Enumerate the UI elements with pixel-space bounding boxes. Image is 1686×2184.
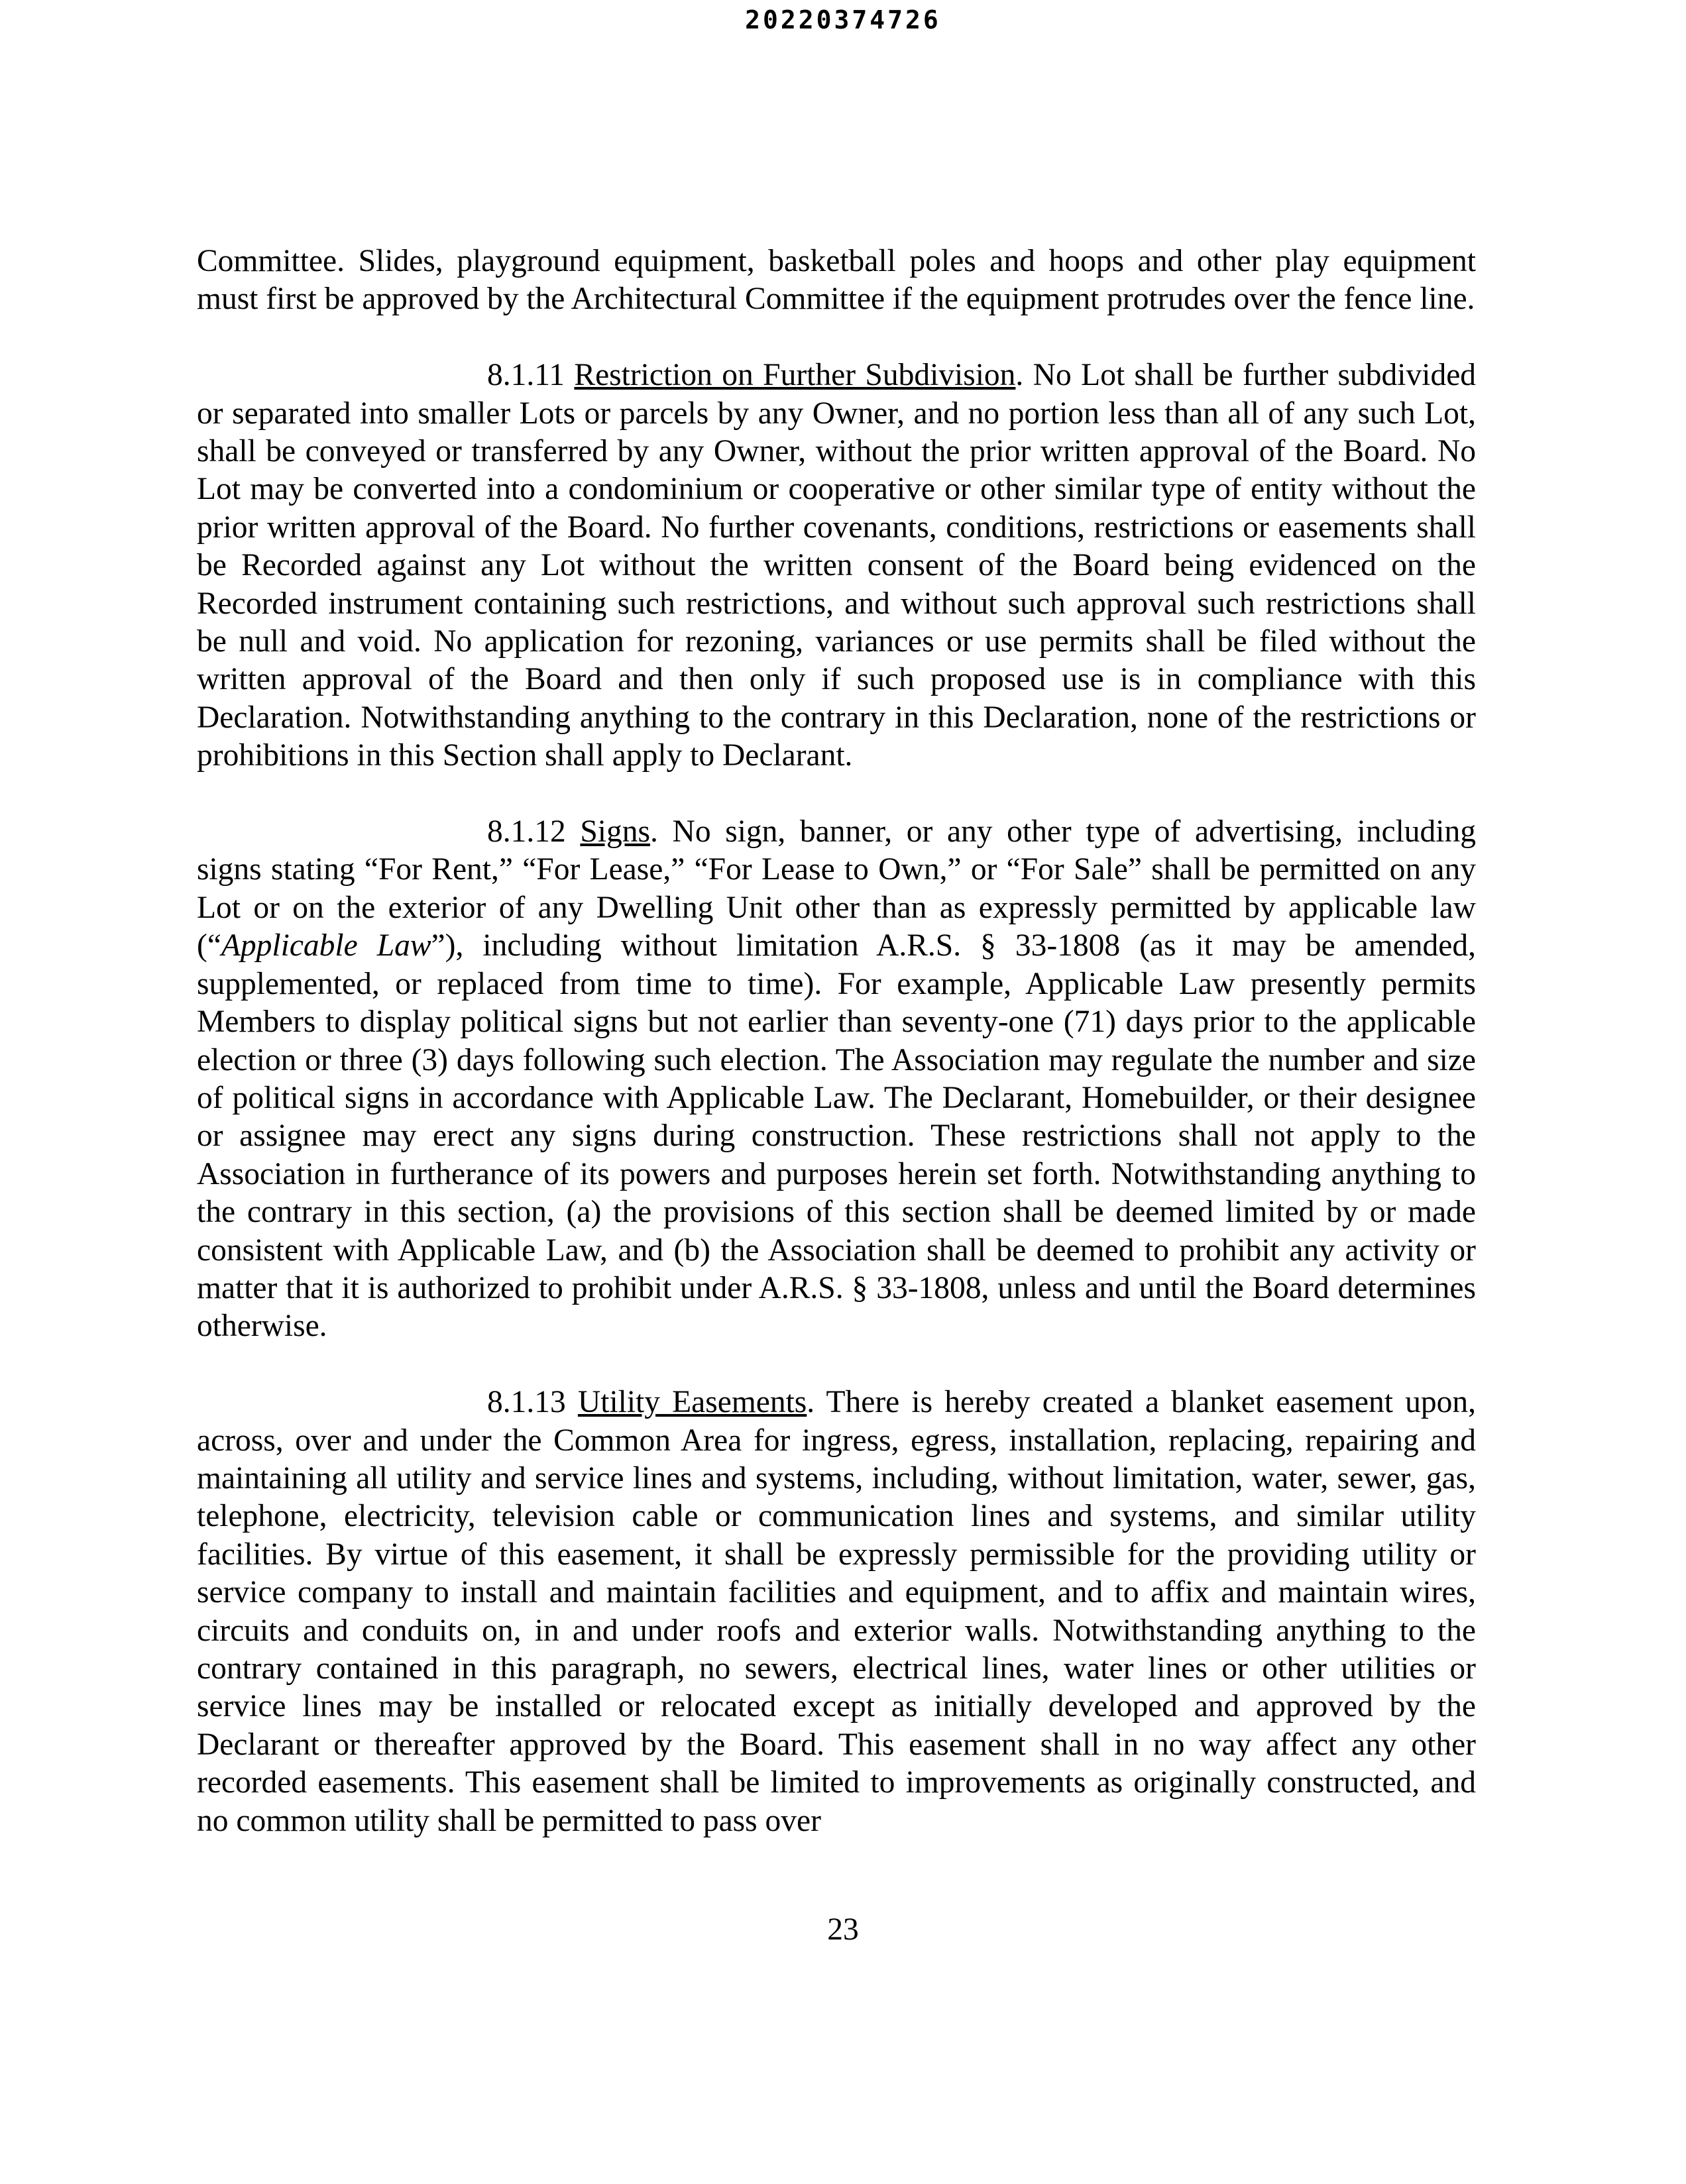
section-number: 8.1.11 [487,358,565,393]
section-number: 8.1.12 [487,814,566,849]
page-number: 23 [827,1912,859,1947]
section-8-1-13: 8.1.13 Utility Easements. There is hereby created a blanket easement upon, across, over and under the Common Area for ingress, egress, installation, replacing, repairing and maintaining all utility and service lines and systems, including, without limitation, water, sewer, gas, telephone, electricity, television cable or communication lines and systems, and similar utility facilities. By virtue of this easement, it shall be expressly permissible for the providing utility or service company to install and maintain facilities and equipment, and to affix and maintain wires, circuits and conduits on, in and under roofs and exterior walls. Notwithstanding anything to the contrary contained in this paragraph, no sewers, electrical lines, water lines or other utilities or service lines may be installed or relocated except as initially developed and approved by the Declarant or thereafter approved by the Board. This easement shall in no way affect any other recorded easements. This easement shall be limited to improvements as originally constructed, and no common utility shall be permitted to pass over [197,1385,1476,1838]
page-body [197,243,1476,1878]
section-text: There is hereby created a blanket easement upon, across, over and under the Common Area for ingress, egress, installation, replacing, repairing and maintaining all utility and service lines and systems, including, without limitation, water, sewer, gas, telephone, electricity, television cable or communication lines and systems, and similar utility facilities. By virtue of this easement, it shall be expressly permissible for the providing utility or service company to install and maintain facilities and equipment, and to affix and maintain wires, circuits and conduits on, in and under roofs and exterior walls. Notwithstanding anything to the contrary contained in this paragraph, no sewers, electrical lines, water lines or other utilities or service lines may be installed or relocated except as initially developed and approved by the Declarant or thereafter approved by the Board. This easement shall in no way affect any other recorded easements. This easement shall be limited to improvements as originally constructed, and no common utility shall be permitted to pass over [197,1385,1476,1838]
section-text-part-a: No sign, banner, or any other type of advertising, including signs stating “For Rent,” “For Lease,” “For Lease to Own,” or “For Sale” shall be permitted on any Lot or on the exterior of any Dwelling Unit other than as expressly permitted by applicable law (“ [197,814,1477,963]
section-heading: Signs [580,814,650,849]
section-heading: Restriction on Further Subdivision [574,358,1016,393]
section-text: No Lot shall be further subdivided or separated into smaller Lots or parcels by any Owner, and no portion less than all of any such Lot, shall be conveyed or transferred by any Owner, without the prior written approval of the Board. No Lot may be converted into a condominium or cooperative or other similar type of entity without the prior written approval of the Board. No further covenants, conditions, restrictions or easements shall be Recorded against any Lot without the written consent of the Board being evidenced on the Recorded instrument containing such restrictions, and without such approval such restrictions shall be null and void. No application for rezoning, variances or use permits shall be filed without the written approval of the Board and then only if such proposed use is in compliance with this Declaration. Notwithstanding anything to the contrary in this Declaration, none of the restrictions or prohibitions in this Section shall apply to Declarant. [197,358,1477,773]
document-number: 20220374726 [745,5,941,34]
section-number: 8.1.13 [487,1385,566,1420]
defined-term: Applicable Law [221,928,431,963]
paragraph-text: Committee. Slides, playground equipment, basketball poles and hoops and other play equipment must first be approved by the Architectural Committee if the equipment protrudes over the fence line. [197,244,1476,317]
section-8-1-12: 8.1.12 Signs. No sign, banner, or any other type of advertising, including signs stating “For Rent,” “For Lease,” “For Lease to Own,” or “For Sale” shall be permitted on any Lot or on the exterior of any Dwelling Unit other than as expressly permitted by applicable law (“Applicable Law”), including without limitation A.R.S. § 33-1808 (as it may be amended, supplemented, or replaced from time to time). For example, Applicable Law presently permits Members to display political signs but not earlier than seventy-one (71) days prior to the applicable election or three (3) days following such election. The Association may regulate the number and size of political signs in accordance with Applicable Law. The Declarant, Homebuilder, or their designee or assignee may erect any signs during construction. These restrictions shall not apply to the Association in furtherance of its powers and purposes herein set forth. Notwithstanding anything to the contrary in this section, (a) the provisions of this section shall be deemed limited by or made consistent with Applicable Law, and (b) the Association shall be deemed to prohibit any activity or matter that it is authorized to prohibit under A.R.S. § 33-1808, unless and until the Board determines otherwise. [197,814,1477,1344]
section-heading: Utility Easements [577,1385,807,1420]
section-8-1-11: 8.1.11 Restriction on Further Subdivision. No Lot shall be further subdivided or separated into smaller Lots or parcels by any Owner, and no portion less than all of any such Lot, shall be conveyed or transferred by any Owner, without the prior written approval of the Board. No Lot may be converted into a condominium or cooperative or other similar type of entity without the prior written approval of the Board. No further covenants, conditions, restrictions or easements shall be Recorded against any Lot without the written consent of the Board being evidenced on the Recorded instrument containing such restrictions, and without such approval such restrictions shall be null and void. No application for rezoning, variances or use permits shall be filed without the written approval of the Board and then only if such proposed use is in compliance with this Declaration. Notwithstanding anything to the contrary in this Declaration, none of the restrictions or prohibitions in this Section shall apply to Declarant. [197,358,1477,773]
section-text-part-b: ”), including without limitation A.R.S. § 33-1808 (as it may be amended, supplemented, or replaced from time to time). For example, Applicable Law presently permits Members to display political signs but not earlier than seventy-one (71) days prior to the applicable election or three (3) days following such election. The Association may regulate the number and size of political signs in accordance with Applicable Law. The Declarant, Homebuilder, or their designee or assignee may erect any signs during construction. These restrictions shall not apply to the Association in furtherance of its powers and purposes herein set forth. Notwithstanding anything to the contrary in this section, (a) the provisions of this section shall be deemed limited by or made consistent with Applicable Law, and (b) the Association shall be deemed to prohibit any activity or matter that it is authorized to prohibit under A.R.S. § 33-1808, unless and until the Board determines otherwise. [197,928,1476,1344]
paragraph-continuation [197,243,1476,319]
